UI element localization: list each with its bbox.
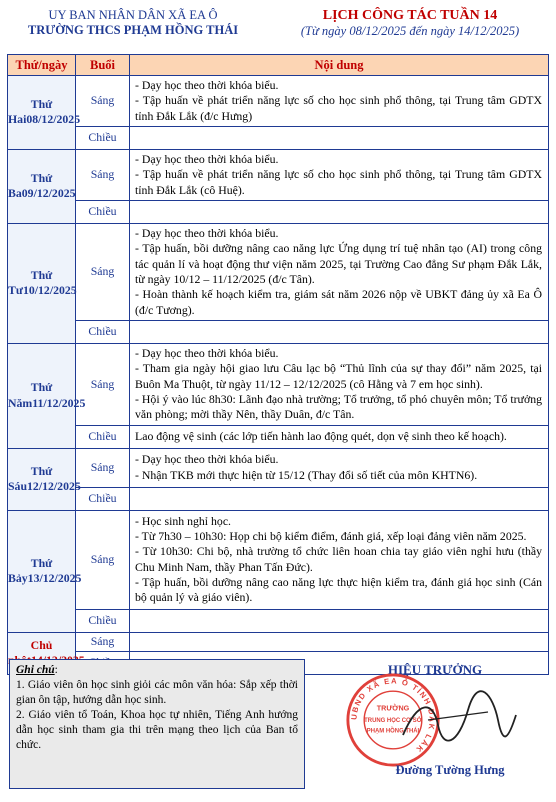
signature-scribble-icon <box>398 690 518 750</box>
day-date: 08/12/2025 <box>26 112 81 127</box>
content-morning <box>130 223 549 320</box>
table-header-row <box>8 55 549 76</box>
content-afternoon <box>130 609 549 632</box>
content-line: - Dạy học theo thời khóa biểu. <box>135 345 279 360</box>
day-cell <box>8 343 86 448</box>
content-line: - Dạy học theo thời khóa biểu. <box>135 452 279 467</box>
seal-line-1: TRƯỜNG <box>376 703 410 713</box>
header-title-block <box>270 8 550 39</box>
table-row <box>8 149 549 200</box>
content-line: - Tập huấn, bồi dưỡng nâng cao năng lực thực hiện kiểm tra, đánh giá học sinh (Cán bộ quản lý và giáo viên). <box>135 574 542 605</box>
content-afternoon <box>130 320 549 343</box>
note-item: 1. Giáo viên ôn học sinh giỏi các môn văn hóa: Sắp xếp thời gian ôn tập, hướng dẫn học sinh. <box>16 678 298 706</box>
day-date: 13/12/2025 <box>27 571 82 586</box>
signature-title: HIỆU TRƯỞNG <box>387 662 483 677</box>
content-morning <box>130 632 549 651</box>
page-subtitle: (Từ ngày 08/12/2025 đến ngày 14/12/2025) <box>300 24 520 38</box>
session-morning: Sáng <box>76 223 130 320</box>
day-date: 11/12/2025 <box>32 395 86 410</box>
content-line: - Nhận TKB mới thực hiện từ 15/12 (Thay đổi số tiết của môn KHTN6). <box>135 467 478 482</box>
table-row <box>8 343 549 425</box>
content-line: - Hoàn thành kế hoạch kiểm tra, giám sát năm 2026 nộp về UBKT đảng ủy xã Ea Ô (đ/c Tương). <box>135 287 542 317</box>
day-cell <box>8 223 76 343</box>
day-cell <box>8 76 81 150</box>
content-morning <box>130 149 549 200</box>
day-cell <box>8 149 76 223</box>
day-date: 10/12/2025 <box>22 283 77 298</box>
content-afternoon <box>130 126 549 149</box>
notes-box <box>9 659 305 789</box>
org-line-1: UY BAN NHÂN DÂN XÃ EA Ô <box>48 8 218 22</box>
day-cell <box>8 510 82 632</box>
table-row <box>8 448 549 487</box>
seal-line-3: PHẠM HỒNG THÁI <box>366 728 420 735</box>
day-date: 12/12/2025 <box>27 479 81 494</box>
content-line: - Tham gia ngày hội giao lưu Câu lạc bộ “Thủ lĩnh của sự thay đổi” năm 2025, tại Buôn Ma Thuột, từ ngày 11/12 – 12/12/2025 (cô Hằng và 7 em học sinh). <box>135 361 542 391</box>
content-line: - Dạy học theo thời khóa biểu. <box>135 225 279 240</box>
day-name: Thứ Sáu <box>8 463 53 494</box>
content-line: - Hội ý vào lúc 8h30: Lãnh đạo nhà trường; Tổ trưởng, tổ phó chuyên môn; Tổ trưởng văn phòng; mời thầy Nên, thầy Duân, đ/c Tân. <box>135 391 542 422</box>
schedule-table <box>7 54 549 675</box>
content-morning <box>130 343 549 425</box>
seal-ring-text: UBND XÃ EA Ô TỈNH ĐẮK LẮK <box>349 676 437 755</box>
session-morning: Sáng <box>76 448 130 487</box>
notes-title: Ghi chú <box>16 664 55 676</box>
session-afternoon: Chiều <box>76 320 130 343</box>
content-afternoon: Lao động vệ sinh (các lớp tiến hành lao động quét, dọn vệ sinh theo kế hoạch). <box>130 425 549 448</box>
table-row <box>8 76 549 127</box>
session-afternoon: Chiều <box>76 200 130 223</box>
table-row <box>8 510 549 609</box>
content-afternoon <box>130 200 549 223</box>
session-afternoon: Chiều <box>76 126 130 149</box>
day-date: 09/12/2025 <box>21 186 76 201</box>
content-morning <box>130 510 549 609</box>
day-name: Thứ Ba <box>8 171 53 201</box>
content-line: - Tập huấn, bồi dưỡng nâng cao năng lực Ứng dụng trí tuệ nhân tạo (AI) trong công tác quản lí và hoạt động thư viện năm 2025, tại Trường Cao đẳng Sư phạm Đắk Lắk, từ ngày 10/12 – 11/12/2025 (đ/c Tân). <box>135 241 542 286</box>
table-row <box>8 200 549 223</box>
session-afternoon: Chiều <box>76 487 130 510</box>
session-morning: Sáng <box>76 343 130 425</box>
day-name: Thứ Bảy <box>8 555 53 586</box>
org-line-2: TRƯỜNG THCS PHẠM HỒNG THÁI <box>27 23 239 37</box>
header-day: Thứ/ngày <box>8 55 76 76</box>
seal-line-2: TRUNG HỌC CƠ SỞ <box>364 717 422 724</box>
table-row <box>8 609 549 632</box>
day-name: Chủ <box>30 637 53 652</box>
table-row <box>8 126 549 149</box>
content-morning <box>130 448 549 487</box>
table-row <box>8 425 549 448</box>
content-morning <box>130 76 549 127</box>
content-line: - Từ 10h30: Chi bộ, nhà trường tổ chức liên hoan chia tay giáo viên nghỉ hưu (thầy Chu Minh Nam, thầy Phan Tấn Đức). <box>135 544 542 574</box>
day-cell <box>8 448 81 510</box>
principal-name: Đường Tường Hưng <box>395 763 505 777</box>
session-morning: Sáng <box>76 76 130 127</box>
session-afternoon: Chiều <box>76 609 130 632</box>
note-item: 2. Giáo viên tổ Toán, Khoa học tự nhiên, Tiếng Anh hướng dẫn học sinh tham gia thi trên mạng theo lịch của Ban tổ chức. <box>16 708 298 751</box>
content-line: - Dạy học theo thời khóa biểu. <box>135 151 279 166</box>
header-content: Nội dung <box>130 55 549 76</box>
table-row <box>8 632 549 651</box>
day-name: Thứ Năm <box>8 380 53 410</box>
header-session: Buổi <box>76 55 130 76</box>
session-morning: Sáng <box>76 149 130 200</box>
table-row <box>8 320 549 343</box>
day-name: Thứ Hai <box>8 97 53 127</box>
session-morning: Sáng <box>76 632 130 651</box>
session-morning: Sáng <box>76 510 130 609</box>
table-row <box>8 487 549 510</box>
content-line: - Tập huấn về phát triển năng lực số cho học sinh phổ thông, tại Trung tâm GDTX tỉnh Đắk Lắk (đ/c Hưng) <box>135 93 542 123</box>
session-afternoon: Chiều <box>76 425 130 448</box>
content-line: - Từ 7h30 – 10h30: Họp chi bộ kiểm điểm, đánh giá, xếp loại đảng viên năm 2025. <box>135 528 527 543</box>
notes-colon: : <box>54 664 58 676</box>
day-name: Thứ Tư <box>8 268 53 298</box>
content-line: - Học sinh nghỉ học. <box>135 513 231 528</box>
content-line: - Tập huấn về phát triển năng lực số cho học sinh phổ thông, tại Trung tâm GDTX tỉnh Đắk Lắk (cô Huệ). <box>135 167 542 197</box>
table-row <box>8 223 549 320</box>
page-title: LỊCH CÔNG TÁC TUẦN 14 <box>322 8 498 23</box>
header-organization <box>8 8 258 38</box>
content-afternoon <box>130 487 549 510</box>
content-line: - Dạy học theo thời khóa biểu. <box>135 78 279 92</box>
